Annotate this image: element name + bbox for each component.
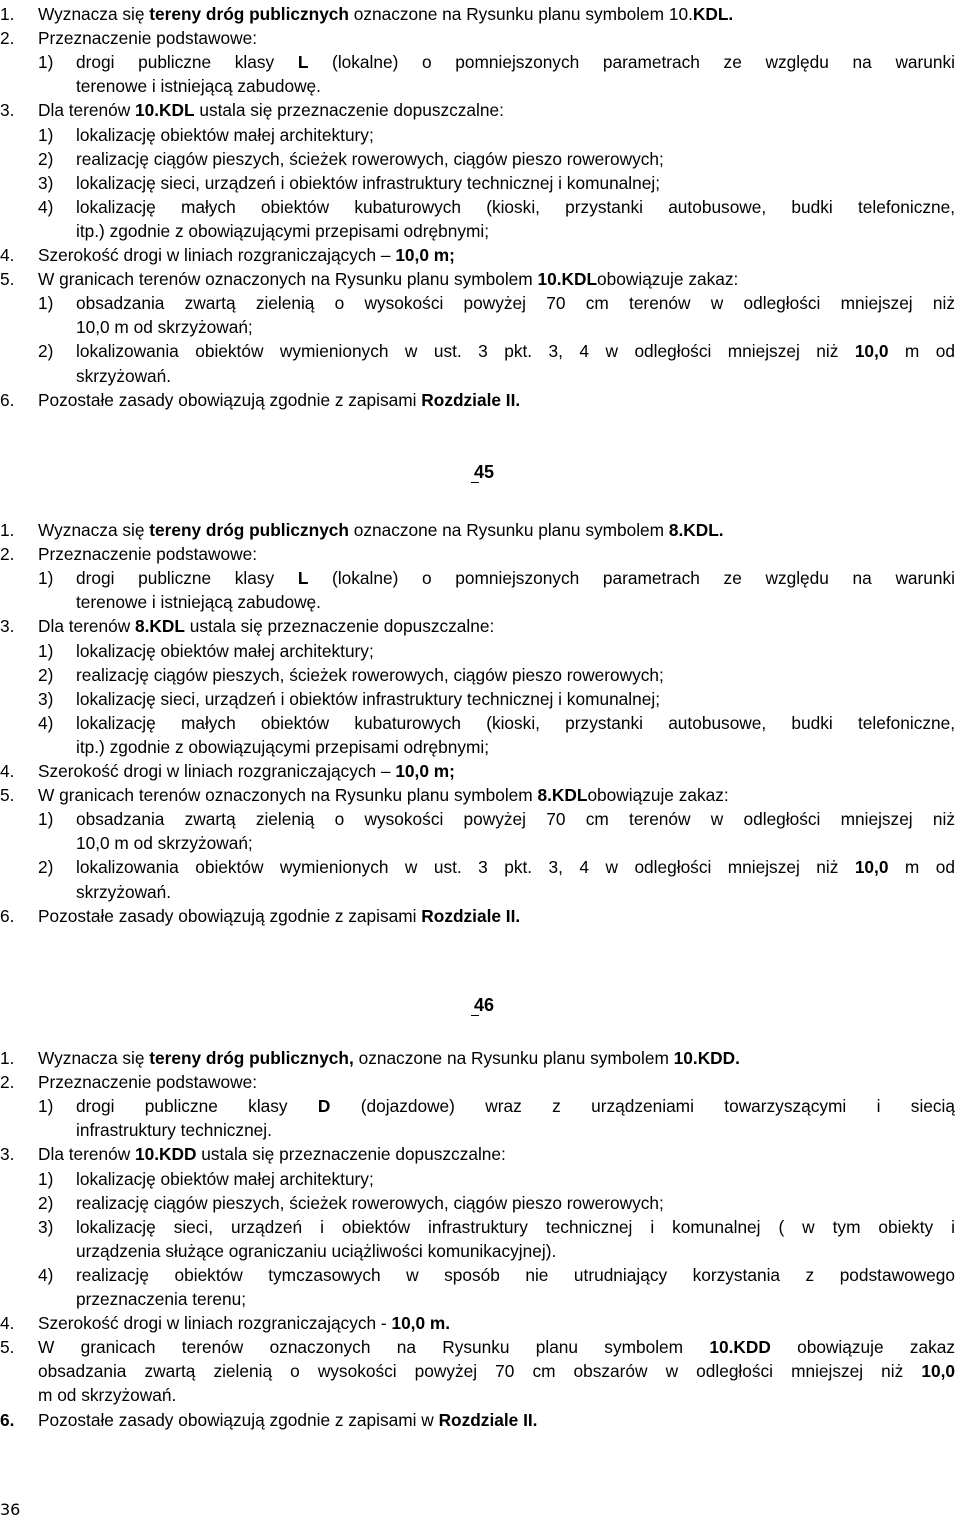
text-run: Przeznaczenie podstawowe: bbox=[38, 1072, 258, 1093]
item-number: 5. bbox=[0, 785, 15, 806]
text-line bbox=[0, 171, 960, 195]
item-number: 3. bbox=[0, 100, 15, 121]
bold-text: 10,0 bbox=[854, 857, 889, 878]
line-text bbox=[76, 50, 955, 74]
item-number: 6. bbox=[0, 389, 15, 410]
text-line bbox=[0, 315, 960, 339]
bold-text: 10,0 bbox=[854, 341, 889, 362]
line-text bbox=[38, 267, 738, 291]
item-number: 2. bbox=[0, 544, 15, 565]
text-run: obowiązuje zakaz: bbox=[597, 269, 739, 290]
line-text bbox=[76, 147, 664, 171]
subitem-number: 3) bbox=[38, 1216, 54, 1237]
text-line bbox=[0, 1263, 960, 1287]
text-line bbox=[0, 542, 960, 566]
text-run: Pozostałe zasady obowiązują zgodnie z zapisami bbox=[38, 905, 422, 926]
item-number: 2. bbox=[0, 1072, 15, 1093]
bold-text: tereny dróg publicznych bbox=[149, 520, 349, 540]
item-number: 5. bbox=[0, 269, 15, 290]
text-line bbox=[0, 1070, 960, 1094]
text-run: obowiązuje zakaz: bbox=[587, 785, 729, 806]
text-run: infrastruktury technicznej. bbox=[76, 1120, 272, 1141]
line-text bbox=[76, 315, 253, 339]
text-run: ustala się przeznaczenie dopuszczalne: bbox=[184, 616, 495, 637]
line-text bbox=[76, 291, 955, 315]
text-run: W granicach terenów oznaczonych na Rysunku planu symbolem bbox=[38, 785, 538, 806]
text-run: terenowe i istniejącą zabudowę. bbox=[76, 76, 321, 97]
text-run: drogi publiczne klasy bbox=[76, 52, 298, 73]
bold-text: 10,0 m; bbox=[395, 245, 455, 265]
section-heading: 45 bbox=[474, 462, 494, 483]
text-run: lokalizację obiektów małej architektury; bbox=[76, 124, 374, 145]
bold-text: Rozdziale II. bbox=[421, 905, 521, 926]
item-number: 5. bbox=[0, 1337, 15, 1358]
line-text bbox=[38, 1142, 506, 1166]
bold-text: 8.KDL. bbox=[668, 520, 724, 540]
line-text bbox=[76, 171, 660, 195]
line-text bbox=[76, 339, 955, 363]
text-run: 10,0 m od skrzyżowań; bbox=[76, 833, 253, 854]
text-run: skrzyżowań. bbox=[76, 365, 172, 386]
subitem-number: 2) bbox=[38, 341, 54, 362]
line-text bbox=[76, 880, 171, 904]
line-text bbox=[76, 855, 955, 879]
line-text bbox=[38, 388, 520, 412]
text-line bbox=[0, 614, 960, 638]
subitem-number: 4) bbox=[38, 1264, 54, 1285]
bold-text: 10.KDD bbox=[709, 1337, 771, 1358]
text-line bbox=[0, 147, 960, 171]
text-run: realizację ciągów pieszych, ścieżek rowerowych, ciągów pieszo rowerowych; bbox=[76, 664, 664, 685]
text-run: Dla terenów bbox=[38, 100, 136, 121]
text-run: obsadzania zwartą zielenią o wysokości powyżej 70 cm terenów w odległości mniejszej niż bbox=[76, 809, 955, 830]
text-run: lokalizację sieci, urządzeń i obiektów infrastruktury technicznej i komunalnej; bbox=[76, 172, 660, 193]
subitem-number: 1) bbox=[38, 568, 54, 589]
text-line bbox=[0, 855, 960, 879]
item-number: 6. bbox=[0, 905, 15, 926]
text-line bbox=[0, 1118, 960, 1142]
text-run: lokalizację małych obiektów kubaturowych (kioski, przystanki autobusowe, budki telefoniczne, bbox=[76, 712, 955, 733]
text-line bbox=[0, 904, 960, 928]
line-text bbox=[76, 1287, 246, 1311]
item-number: 4. bbox=[0, 1313, 15, 1334]
text-line bbox=[0, 1408, 960, 1432]
text-line bbox=[0, 1191, 960, 1215]
subitem-number: 1) bbox=[38, 809, 54, 830]
line-text bbox=[76, 195, 955, 219]
text-line bbox=[0, 98, 960, 122]
line-text bbox=[76, 807, 955, 831]
text-line bbox=[0, 219, 960, 243]
text-line bbox=[0, 123, 960, 147]
text-line bbox=[0, 1094, 960, 1118]
text-run: obsadzania zwartą zielenią o wysokości powyżej 70 cm obszarów w odległości mniejszej niż bbox=[38, 1361, 922, 1382]
line-text bbox=[38, 614, 494, 638]
text-run: urządzenia służące ograniczaniu uciążliwości komunikacyjnej). bbox=[76, 1240, 557, 1261]
bold-text: Rozdziale II. bbox=[438, 1409, 538, 1430]
subitem-number: 3) bbox=[38, 688, 54, 709]
bold-text: KDL. bbox=[692, 4, 734, 24]
subitem-number: 1) bbox=[38, 124, 54, 145]
line-text bbox=[38, 518, 724, 542]
line-text bbox=[76, 663, 664, 687]
item-number: 3. bbox=[0, 1144, 15, 1165]
item-number: 1. bbox=[0, 520, 15, 540]
line-text bbox=[38, 1383, 176, 1407]
text-line bbox=[0, 807, 960, 831]
text-run: realizację obiektów tymczasowych w sposób nie utrudniający korzystania z podstawowego bbox=[76, 1264, 955, 1285]
line-text bbox=[76, 219, 489, 243]
line-text bbox=[76, 1191, 664, 1215]
item-number: 1. bbox=[0, 1048, 15, 1068]
item-number: 2. bbox=[0, 28, 15, 49]
bold-text: 8.KDL bbox=[537, 785, 588, 806]
subitem-number: 1) bbox=[38, 52, 54, 73]
page-number: 36 bbox=[0, 1500, 21, 1519]
text-line bbox=[0, 2, 960, 26]
bold-text: 10,0 m; bbox=[395, 761, 455, 781]
text-line bbox=[0, 880, 960, 904]
text-line bbox=[0, 26, 960, 50]
line-text bbox=[76, 1263, 955, 1287]
text-run: itp.) zgodnie z obowiązującymi przepisami odrębnymi; bbox=[76, 736, 490, 757]
text-run: Wyznacza się bbox=[38, 1048, 150, 1068]
text-line bbox=[0, 1167, 960, 1191]
bold-text: tereny dróg publicznych, bbox=[149, 1048, 354, 1068]
line-text bbox=[76, 735, 489, 759]
bold-text: L bbox=[297, 568, 309, 589]
text-run: obowiązuje zakaz bbox=[770, 1337, 955, 1358]
bold-text: 10.KDL bbox=[537, 269, 598, 290]
text-run: przeznaczenia terenu; bbox=[76, 1289, 247, 1309]
subitem-number: 1) bbox=[38, 293, 54, 314]
text-run: (lokalne) o pomniejszonych parametrach ze względu na warunki bbox=[308, 52, 955, 73]
text-line bbox=[0, 291, 960, 315]
text-line bbox=[0, 364, 960, 388]
text-line bbox=[0, 663, 960, 687]
line-text bbox=[38, 783, 729, 807]
text-run: oznaczone na Rysunku planu symbolem bbox=[348, 520, 669, 540]
line-text bbox=[38, 542, 257, 566]
line-text bbox=[38, 1408, 537, 1432]
bold-text: 10,0 bbox=[921, 1361, 955, 1382]
section-heading: 46 bbox=[474, 995, 494, 1016]
bold-text: 10.KDL bbox=[135, 100, 195, 121]
line-text bbox=[76, 74, 321, 98]
line-text bbox=[76, 1215, 955, 1239]
text-line bbox=[0, 1311, 960, 1335]
line-text bbox=[38, 1359, 955, 1383]
line-text bbox=[38, 1070, 257, 1094]
line-text bbox=[76, 1094, 955, 1118]
text-line bbox=[0, 1239, 960, 1263]
text-line bbox=[0, 590, 960, 614]
text-line bbox=[0, 831, 960, 855]
text-line bbox=[0, 687, 960, 711]
text-line bbox=[0, 759, 960, 783]
text-run: lokalizację obiektów małej architektury; bbox=[76, 1168, 374, 1189]
text-run: lokalizację małych obiektów kubaturowych (kioski, przystanki autobusowe, budki telefoniczne, bbox=[76, 196, 955, 217]
text-line bbox=[0, 711, 960, 735]
text-run: Przeznaczenie podstawowe: bbox=[38, 28, 258, 49]
text-run: ustala się przeznaczenie dopuszczalne: bbox=[194, 100, 504, 121]
subitem-number: 3) bbox=[38, 172, 54, 193]
text-run: lokalizację obiektów małej architektury; bbox=[76, 640, 374, 661]
text-run: m od skrzyżowań. bbox=[38, 1385, 177, 1406]
text-run: W granicach terenów oznaczonych na Rysunku planu symbolem bbox=[38, 1337, 710, 1358]
line-text bbox=[76, 831, 253, 855]
text-line bbox=[0, 195, 960, 219]
bold-text: tereny dróg publicznych bbox=[149, 4, 349, 24]
item-number: 1. bbox=[0, 4, 15, 24]
text-run: itp.) zgodnie z obowiązującymi przepisami odrębnymi; bbox=[76, 220, 490, 241]
text-line bbox=[0, 1383, 960, 1407]
bold-text: L bbox=[297, 52, 309, 73]
subitem-number: 2) bbox=[38, 664, 54, 685]
text-run: Przeznaczenie podstawowe: bbox=[38, 544, 258, 565]
text-line bbox=[0, 50, 960, 74]
item-number: 3. bbox=[0, 616, 15, 637]
line-text bbox=[76, 123, 374, 147]
text-run: oznaczone na Rysunku planu symbolem 10. bbox=[348, 4, 693, 24]
line-text bbox=[38, 1311, 450, 1335]
bold-text: 10.KDD. bbox=[673, 1048, 740, 1068]
text-run: Pozostałe zasady obowiązują zgodnie z zapisami w bbox=[38, 1409, 439, 1430]
text-run: Szerokość drogi w liniach rozgraniczających – bbox=[38, 761, 396, 781]
text-run: (dojazdowe) wraz z urządzeniami towarzyszącymi i siecią bbox=[330, 1096, 955, 1117]
text-run: realizację ciągów pieszych, ścieżek rowerowych, ciągów pieszo rowerowych; bbox=[76, 148, 664, 169]
line-text bbox=[76, 639, 374, 663]
text-line bbox=[0, 566, 960, 590]
text-run: oznaczone na Rysunku planu symbolem bbox=[353, 1048, 674, 1068]
line-text bbox=[38, 98, 504, 122]
text-run: drogi publiczne klasy bbox=[76, 1096, 318, 1117]
text-line bbox=[0, 339, 960, 363]
text-line bbox=[0, 1046, 960, 1070]
line-text bbox=[76, 1167, 374, 1191]
text-run: drogi publiczne klasy bbox=[76, 568, 298, 589]
text-line bbox=[0, 388, 960, 412]
bold-text: 8.KDL bbox=[135, 616, 185, 637]
text-line bbox=[0, 1335, 960, 1359]
text-run: m od bbox=[888, 857, 955, 878]
line-text bbox=[38, 1046, 740, 1070]
text-run: realizację ciągów pieszych, ścieżek rowerowych, ciągów pieszo rowerowych; bbox=[76, 1192, 664, 1213]
text-line bbox=[0, 735, 960, 759]
line-text bbox=[38, 759, 455, 783]
text-run: lokalizację sieci, urządzeń i obiektów infrastruktury technicznej i komunalnej ( w tym obiekty i bbox=[76, 1216, 955, 1237]
line-text bbox=[76, 364, 171, 388]
line-text bbox=[76, 1118, 272, 1142]
bold-text: 10,0 m. bbox=[391, 1313, 451, 1334]
bold-text: 10.KDD bbox=[135, 1144, 197, 1165]
line-text bbox=[38, 1335, 955, 1359]
bold-text: Rozdziale II. bbox=[421, 389, 521, 410]
line-text bbox=[76, 687, 660, 711]
text-line bbox=[0, 1359, 960, 1383]
subitem-number: 4) bbox=[38, 196, 54, 217]
item-number: 6. bbox=[0, 1409, 15, 1430]
text-run: lokalizowania obiektów wymienionych w ust. 3 pkt. 3, 4 w odległości mniejszej niż bbox=[76, 341, 855, 362]
text-run: terenowe i istniejącą zabudowę. bbox=[76, 592, 321, 613]
line-text bbox=[76, 711, 955, 735]
text-line bbox=[0, 783, 960, 807]
text-run: (lokalne) o pomniejszonych parametrach ze względu na warunki bbox=[308, 568, 955, 589]
subitem-number: 1) bbox=[38, 640, 54, 661]
text-line bbox=[0, 74, 960, 98]
text-run: Szerokość drogi w liniach rozgraniczających – bbox=[38, 245, 396, 265]
text-line bbox=[0, 1142, 960, 1166]
subitem-number: 4) bbox=[38, 712, 54, 733]
subitem-number: 1) bbox=[38, 1096, 54, 1117]
text-line bbox=[0, 243, 960, 267]
subitem-number: 2) bbox=[38, 148, 54, 169]
line-text bbox=[38, 2, 733, 26]
text-run: W granicach terenów oznaczonych na Rysunku planu symbolem bbox=[38, 269, 538, 290]
line-text bbox=[76, 1239, 556, 1263]
line-text bbox=[76, 590, 321, 614]
heading-underline-mark bbox=[471, 1015, 479, 1016]
text-run: Dla terenów bbox=[38, 1144, 136, 1165]
text-run: Wyznacza się bbox=[38, 520, 150, 540]
text-run: Wyznacza się bbox=[38, 4, 150, 24]
text-line bbox=[0, 1215, 960, 1239]
subitem-number: 1) bbox=[38, 1168, 54, 1189]
text-run: Dla terenów bbox=[38, 616, 136, 637]
text-line bbox=[0, 639, 960, 663]
bold-text: D bbox=[317, 1096, 331, 1117]
text-line bbox=[0, 267, 960, 291]
subitem-number: 2) bbox=[38, 1192, 54, 1213]
text-line bbox=[0, 518, 960, 542]
line-text bbox=[76, 566, 955, 590]
text-run: m od bbox=[888, 341, 955, 362]
subitem-number: 2) bbox=[38, 857, 54, 878]
line-text bbox=[38, 243, 455, 267]
text-run: lokalizację sieci, urządzeń i obiektów infrastruktury technicznej i komunalnej; bbox=[76, 688, 660, 709]
line-text bbox=[38, 26, 257, 50]
line-text bbox=[38, 904, 520, 928]
text-run: 10,0 m od skrzyżowań; bbox=[76, 317, 253, 338]
text-run: Pozostałe zasady obowiązują zgodnie z zapisami bbox=[38, 389, 422, 410]
item-number: 4. bbox=[0, 245, 15, 265]
text-run: Szerokość drogi w liniach rozgraniczających - bbox=[38, 1313, 392, 1334]
text-run: ustala się przeznaczenie dopuszczalne: bbox=[196, 1144, 506, 1165]
text-run: skrzyżowań. bbox=[76, 881, 172, 902]
heading-underline-mark bbox=[471, 482, 479, 483]
text-line bbox=[0, 1287, 960, 1311]
text-run: obsadzania zwartą zielenią o wysokości powyżej 70 cm terenów w odległości mniejszej niż bbox=[76, 293, 955, 314]
text-run: lokalizowania obiektów wymienionych w ust. 3 pkt. 3, 4 w odległości mniejszej niż bbox=[76, 857, 855, 878]
item-number: 4. bbox=[0, 761, 15, 781]
